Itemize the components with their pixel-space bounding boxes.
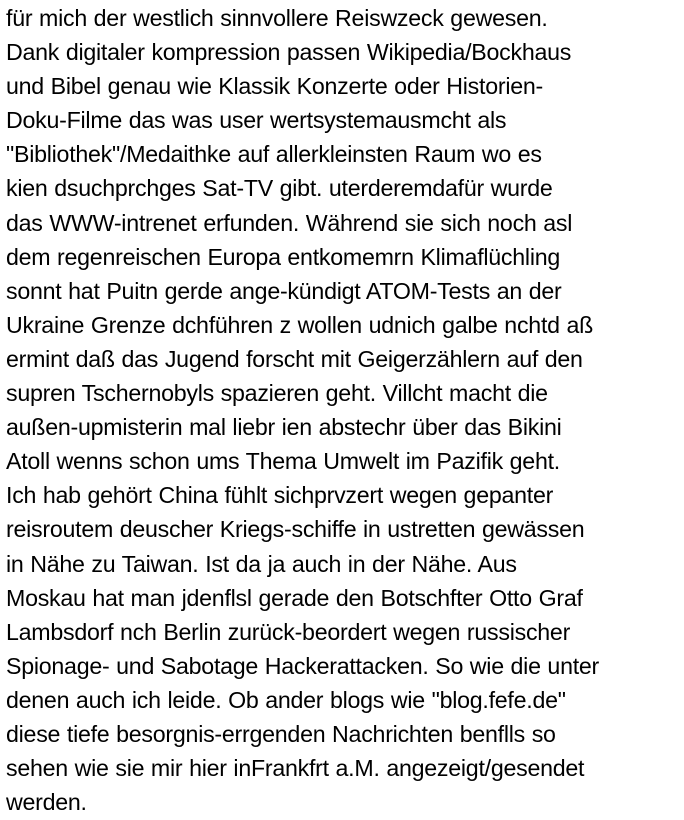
text-line: Atoll wenns schon ums Thema Umwelt im Pazifik geht. [6,448,560,475]
text-line: Dank digitaler kompression passen Wikipedia/Bockhaus [6,39,572,66]
text-line: das WWW-intrenet erfunden. Während sie sich noch asl [6,209,573,236]
text-line: Spionage- und Sabotage Hackerattacken. So wie die unter [6,652,600,679]
text-line: werden. [6,789,87,816]
text-line: und Bibel genau wie Klassik Konzerte oder Historien- [6,73,543,100]
text-line: supren Tschernobyls spazieren geht. Villcht macht die [6,380,548,407]
body-text [6,0,684,819]
text-line: in Nähe zu Taiwan. Ist da ja auch in der Nähe. Aus [6,550,517,577]
text-line: Lambsdorf nch Berlin zurück-beordert wegen russischer [6,618,571,645]
text-line: Moskau hat man jdenflsl gerade den Botschfter Otto Graf [6,584,583,611]
text-line: ermint daß das Jugend forscht mit Geigerzählern auf den [6,345,583,372]
text-line: reisroutem deuscher Kriegs-schiffe in ustretten gewässen [6,516,585,543]
text-line: "Bibliothek"/Medaithke auf allerkleinsten Raum wo es [6,141,542,168]
text-line: Ukraine Grenze dchführen z wollen udnich galbe nchtd aß [6,311,594,338]
text-line: außen-upmisterin mal liebr ien abstechr über das Bikini [6,414,562,441]
text-line: dem regenreischen Europa entkomemrn Klimaflüchling [6,243,561,270]
text-line: Ich hab gehört China fühlt sichprvzert wegen gepanter [6,482,554,509]
text-line: kien dsuchprchges Sat-TV gibt. uterderemdafür wurde [6,175,553,202]
text-line: Doku-Filme das was user wertsystemausmcht als [6,107,507,134]
text-line: sehen wie sie mir hier inFrankfrt a.M. angezeigt/gesendet [6,755,585,782]
text-line: diese tiefe besorgnis-errgenden Nachrichten benflls so [6,720,556,747]
text-line: denen auch ich leide. Ob ander blogs wie "blog.fefe.de" [6,686,566,713]
text-line: für mich der westlich sinnvollere Reiswzeck gewesen. [6,5,548,31]
text-line: sonnt hat Puitn gerde ange-kündigt ATOM-Tests an der [6,277,562,304]
